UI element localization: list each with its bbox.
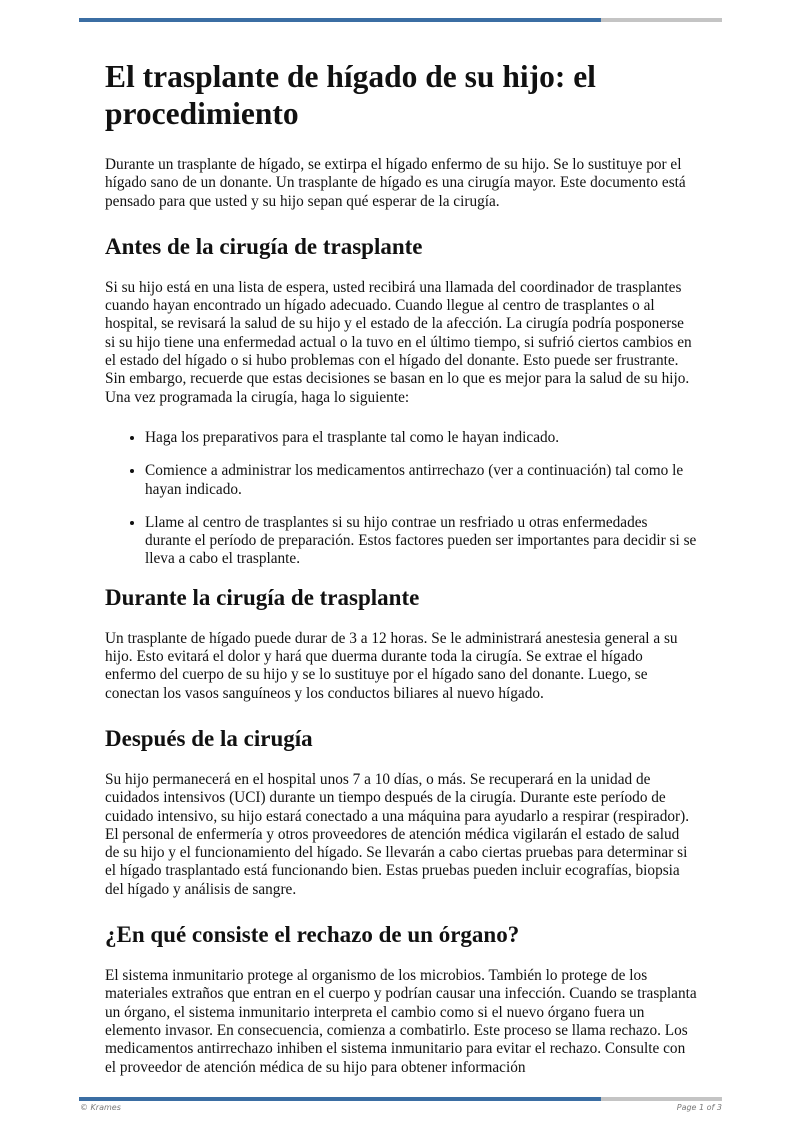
section-heading-before-surgery: Antes de la cirugía de trasplante bbox=[105, 233, 423, 259]
section-body-during-surgery: Un trasplante de hígado puede durar de 3 a 12 horas. Se le administrará anestesia general a su hijo. Esto evitará el dolor y hará que duerma durante toda la cirugía. Se extrae el hígado enfermo del cuerpo de su hijo y se lo sustituye por el hígado sano del donante. Luego, se conectan los vasos sanguíneos y los conductos biliares al nuevo hígado. bbox=[105, 629, 678, 702]
top-rule-blue bbox=[79, 18, 601, 22]
section-heading-organ-rejection: ¿En qué consiste el rechazo de un órgano? bbox=[105, 922, 520, 948]
bottom-rule bbox=[79, 1097, 722, 1101]
list-item: • Comience a administrar los medicamentos antirrechazo (ver a continuación) tal como le hayan indicado. bbox=[145, 462, 697, 499]
document-body bbox=[105, 58, 697, 1099]
section-body-after-surgery: Su hijo permanecerá en el hospital unos 7 a 10 días, o más. Se recuperará en la unidad de cuidados intensivos (UCI) durante un tiempo después de la cirugía. Durante este período de cuidado intensivo, su hijo estará conectado a una máquina para ayudarlo a respirar (respirador). El personal de enfermería y otros proveedores de atención médica vigilarán el estado de salud de su hijo y el funcionamiento del hígado. Se llevarán a cabo ciertas pruebas para determinar si el hígado trasplantado está funcionando bien. Estas pruebas pueden incluir ecografías, biopsia del hígado y análisis de sangre. bbox=[105, 770, 690, 898]
footer-page-number: Page 1 of 3 bbox=[676, 1103, 722, 1112]
top-rule-grey bbox=[601, 18, 722, 22]
list-item: • Haga los preparativos para el trasplante tal como le hayan indicado. bbox=[145, 429, 697, 447]
preparation-list bbox=[105, 429, 697, 569]
footer-copyright: © Krames bbox=[80, 1103, 121, 1112]
section-body-organ-rejection: El sistema inmunitario protege al organismo de los microbios. También lo protege de los materiales extraños que entran en el cuerpo y podrían causar una infección. Cuando se trasplanta un órgano, el sistema inmunitario interpreta el cambio como si el nuevo órgano fuera un elemento invasor. En consecuencia, comienza a combatirlo. Este proceso se llama rechazo. Los medicamentos antirrechazo inhiben el sistema inmunitario para evitar el rechazo. Consulte con el proveedor de atención médica de su hijo para obtener información bbox=[105, 967, 697, 1076]
list-item: • Llame al centro de trasplantes si su hijo contrae un resfriado u otras enfermedades durante el período de preparación. Estos factores pueden ser importantes para decidir si se lleva a cabo el trasplante. bbox=[145, 514, 697, 569]
section-body-before-surgery: Si su hijo está en una lista de espera, usted recibirá una llamada del coordinador de trasplantes cuando hayan encontrado un hígado adecuado. Cuando llegue al centro de trasplantes o al hospital, se revisará la salud de su hijo y el estado de la afección. La cirugía podría posponerse si su hijo tiene una enfermedad actual o la tuvo en el último tiempo, si sufrió ciertos cambios en el estado del hígado o si hubo problemas con el hígado del donante. Esto puede ser frustrante. Sin embargo, recuerde que estas decisiones se basan en lo que es mejor para la salud de su hijo. Una vez programada la cirugía, haga lo siguiente: bbox=[105, 278, 692, 406]
bottom-rule-blue bbox=[79, 1097, 601, 1101]
intro-paragraph: Durante un trasplante de hígado, se extirpa el hígado enfermo de su hijo. Se lo sustituye por el hígado sano de un donante. Un trasplante de hígado es una cirugía mayor. Este documento está pensado para que usted y su hijo sepan qué esperar de la cirugía. bbox=[105, 156, 686, 210]
section-heading-after-surgery: Después de la cirugía bbox=[105, 725, 313, 751]
section-heading-during-surgery: Durante la cirugía de trasplante bbox=[105, 584, 420, 610]
bottom-rule-grey bbox=[601, 1097, 722, 1101]
page-title: El trasplante de hígado de su hijo: el procedimiento bbox=[105, 59, 596, 131]
top-rule bbox=[79, 18, 722, 22]
